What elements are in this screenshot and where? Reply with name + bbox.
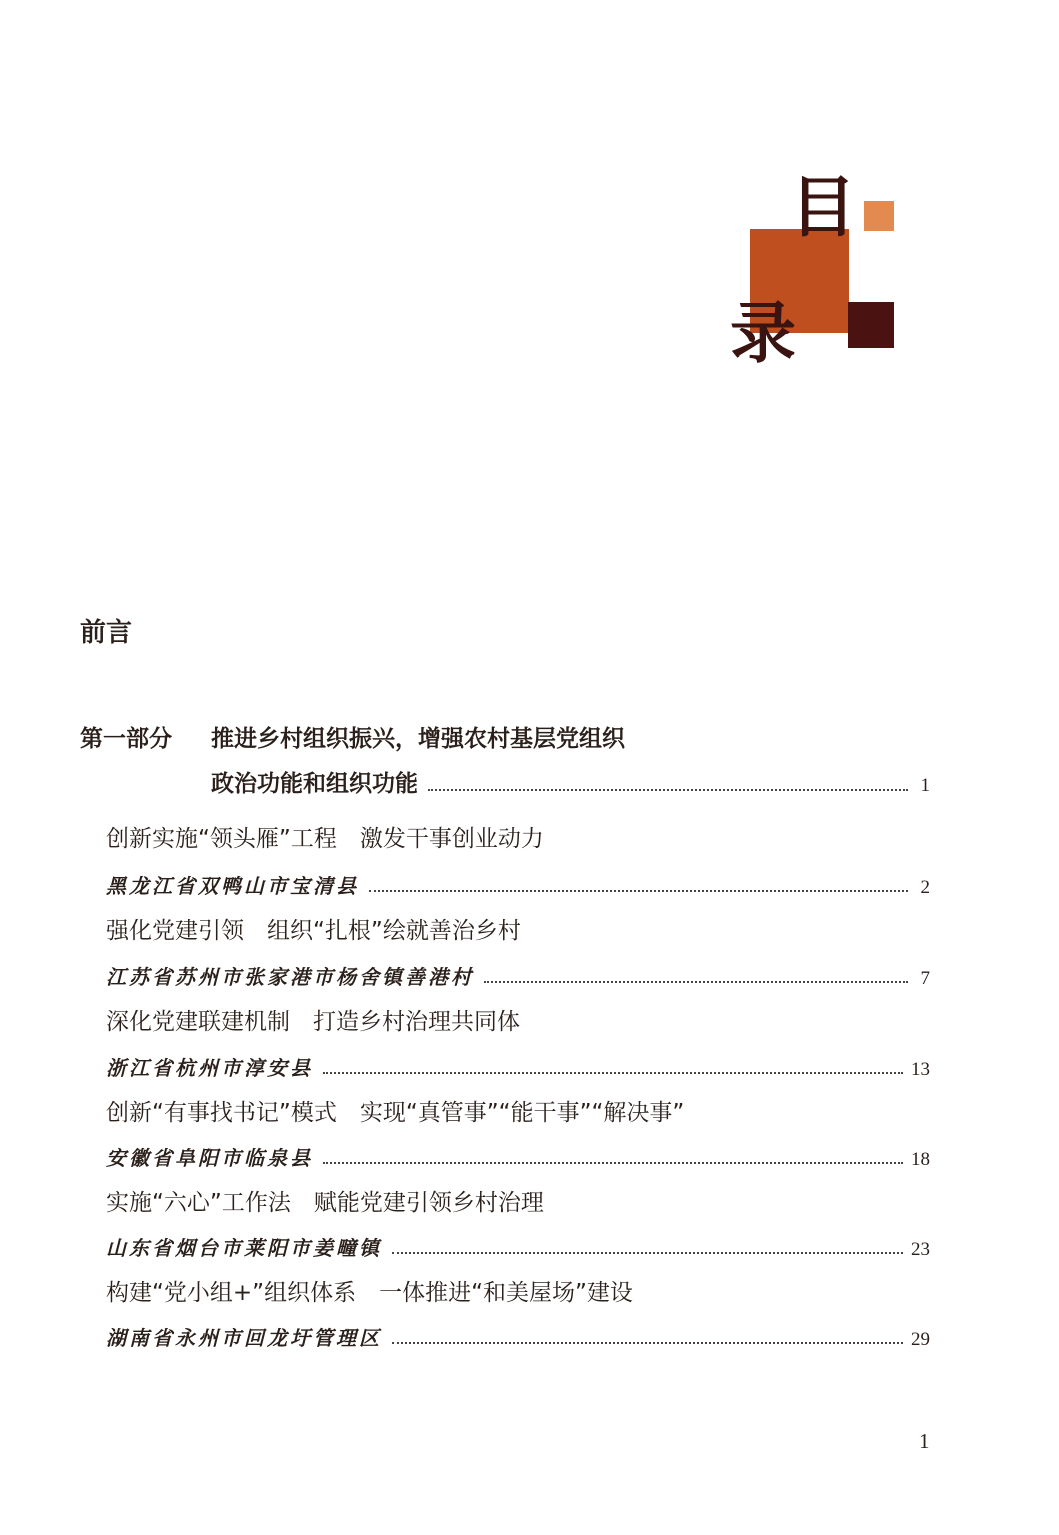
entry-place: 湖南省永州市回龙圩管理区 bbox=[106, 1326, 382, 1350]
entry-place: 安徽省阜阳市临泉县 bbox=[106, 1146, 313, 1170]
heading-char-1: 目 bbox=[790, 168, 856, 246]
leader-dots bbox=[392, 1341, 903, 1344]
leader-dots bbox=[428, 788, 908, 791]
entry-place-row bbox=[106, 870, 930, 899]
leader-dots bbox=[392, 1251, 903, 1254]
entry-title: 深化党建联建机制 打造乡村治理共同体 bbox=[106, 1009, 520, 1035]
heading-char-2: 录 bbox=[730, 294, 796, 372]
entry-place: 山东省烟台市莱阳市姜疃镇 bbox=[106, 1236, 382, 1260]
page-number: 1 bbox=[919, 1429, 930, 1453]
leader-dots bbox=[369, 889, 908, 892]
entry-place-row bbox=[106, 1142, 930, 1171]
part-label: 第一部分 bbox=[80, 726, 172, 752]
entry-place: 浙江省杭州市淳安县 bbox=[106, 1056, 313, 1080]
entry-page-number: 23 bbox=[911, 1239, 930, 1260]
part-title-line1: 推进乡村组织振兴，增强农村基层党组织 bbox=[211, 726, 625, 752]
entry-title: 创新实施“领头雁”工程 激发干事创业动力 bbox=[106, 826, 544, 852]
entry-place: 黑龙江省双鸭山市宝清县 bbox=[106, 874, 359, 898]
entry-title: 实施“六心”工作法 赋能党建引领乡村治理 bbox=[106, 1190, 544, 1216]
decorative-light-square bbox=[864, 201, 894, 231]
entry-place-row bbox=[106, 961, 930, 990]
entry-page-number: 18 bbox=[911, 1149, 930, 1170]
entry-place-row bbox=[106, 1052, 930, 1081]
part-title-line2: 政治功能和组织功能 bbox=[211, 771, 418, 797]
part-title-row bbox=[211, 765, 930, 798]
entry-title: 强化党建引领 组织“扎根”绘就善治乡村 bbox=[106, 918, 521, 944]
entry-page-number: 7 bbox=[920, 968, 930, 989]
entry-title: 构建“党小组+”组织体系 一体推进“和美屋场”建设 bbox=[106, 1280, 633, 1306]
entry-title: 创新“有事找书记”模式 实现“真管事”“能干事”“解决事” bbox=[106, 1100, 685, 1126]
entry-place-row bbox=[106, 1232, 930, 1261]
entry-page-number: 13 bbox=[911, 1059, 930, 1080]
leader-dots bbox=[323, 1161, 903, 1164]
entry-page-number: 2 bbox=[920, 877, 930, 898]
entry-place-row bbox=[106, 1322, 930, 1351]
entry-page-number: 29 bbox=[911, 1329, 930, 1350]
leader-dots bbox=[323, 1071, 903, 1074]
foreword-entry: 前言 bbox=[80, 618, 133, 648]
entry-place: 江苏省苏州市张家港市杨舍镇善港村 bbox=[106, 965, 474, 989]
part-page-number: 1 bbox=[920, 775, 930, 796]
leader-dots bbox=[484, 980, 908, 983]
decorative-dark-square bbox=[848, 302, 894, 348]
